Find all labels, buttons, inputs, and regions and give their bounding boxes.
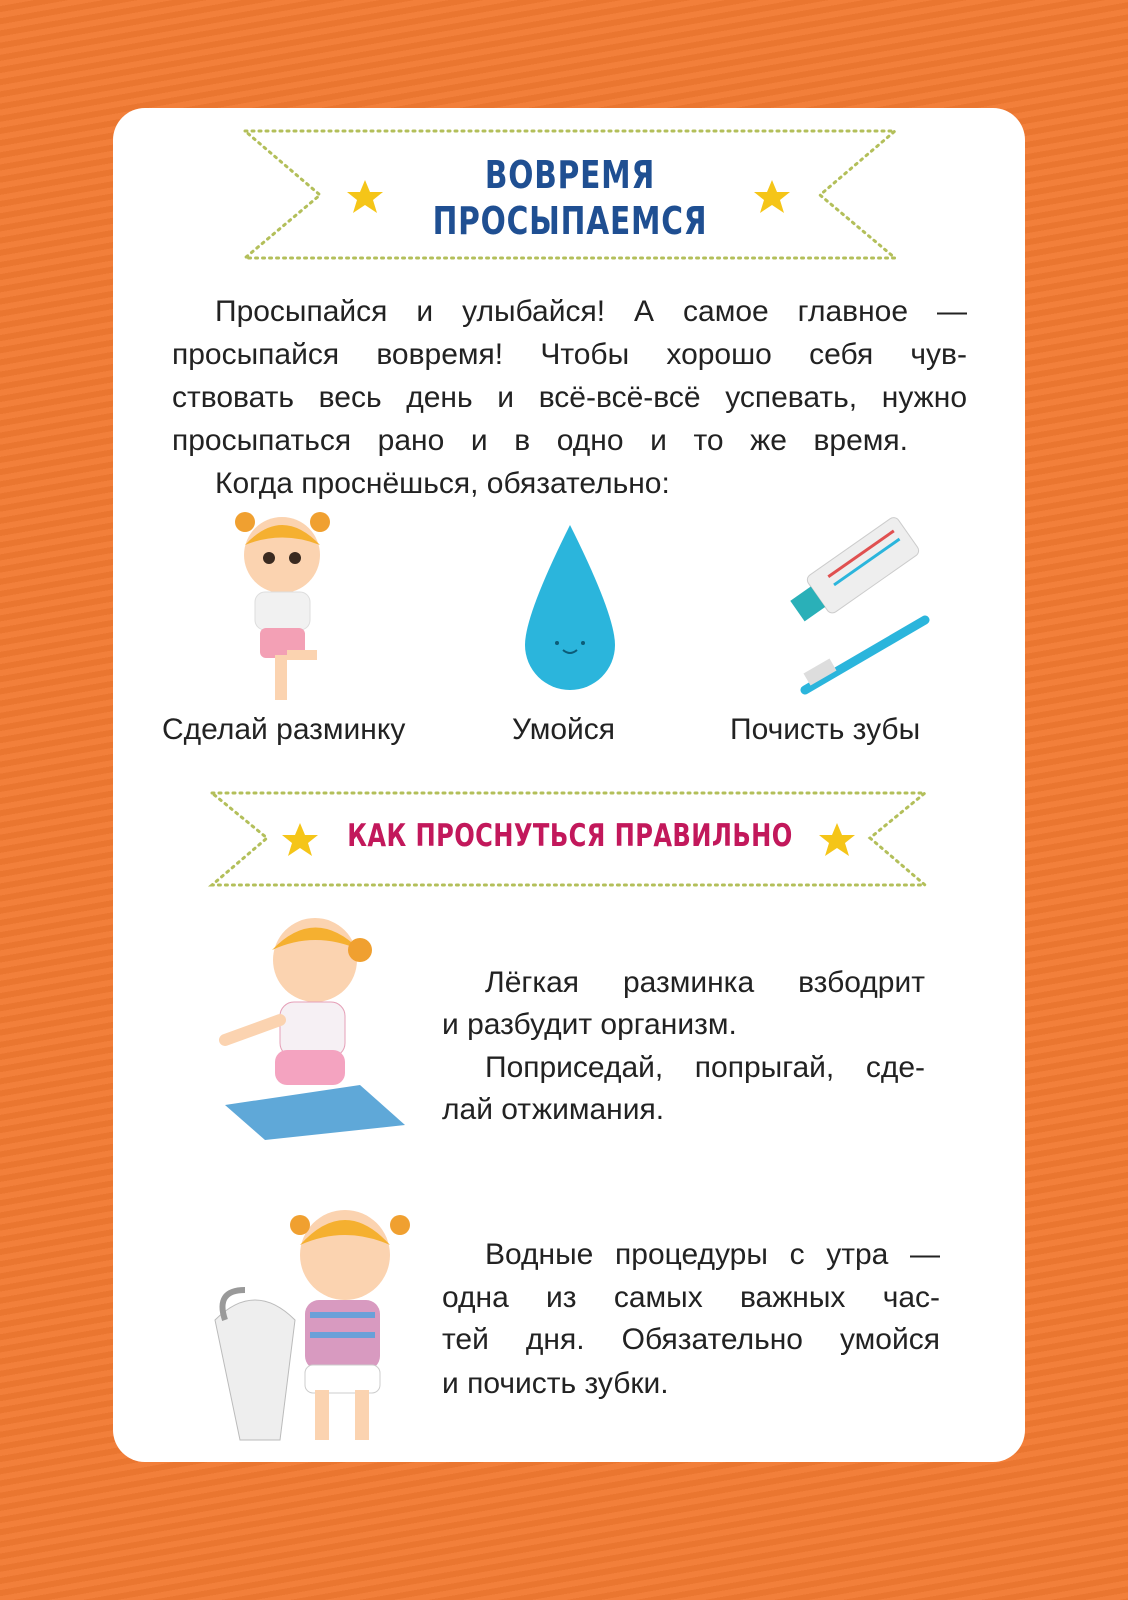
block-line: и разбудит организм. <box>442 1008 737 1041</box>
intro-line: Просыпайся и улыбайся! А самое главное — <box>215 295 967 328</box>
block-line: лай отжимания. <box>442 1093 665 1126</box>
block-line: Поприседай, попрыгай, сде- <box>485 1051 925 1084</box>
girl-squat-icon <box>210 910 410 1140</box>
action-label: Почисть зубы <box>730 713 921 746</box>
block-line: одна из самых важных час- <box>442 1281 940 1314</box>
intro-line: просыпаться рано и в одно и то же время. <box>172 424 908 457</box>
action-label: Сделай разминку <box>162 713 406 746</box>
girl-brushing-teeth-icon <box>205 1200 425 1450</box>
water-drop-icon <box>515 525 625 705</box>
title-line-2: ПРОСЫПАЕМСЯ <box>432 199 708 243</box>
block-line: тей дня. Обязательно умойся <box>442 1323 940 1356</box>
intro-line: Когда проснёшься, обязательно: <box>215 467 670 500</box>
toothpaste-brush-icon <box>775 520 935 700</box>
star-icon <box>347 180 383 213</box>
title-ribbon <box>0 0 1128 300</box>
girl-exercise-icon <box>225 510 345 710</box>
section-title: КАК ПРОСНУТЬСЯ ПРАВИЛЬНО <box>347 818 793 854</box>
star-icon <box>282 823 318 856</box>
block-line: Водные процедуры с утра — <box>485 1238 940 1271</box>
page-title <box>414 152 726 244</box>
star-icon <box>819 823 855 856</box>
intro-line: ствовать весь день и всё-всё-всё успевать, нужно <box>172 381 967 414</box>
block-line: Лёгкая разминка взбодрит <box>485 966 925 999</box>
title-line-1: ВОВРЕМЯ <box>484 153 656 197</box>
star-icon <box>754 180 790 213</box>
block-line: и почисть зубки. <box>442 1367 669 1400</box>
intro-line: просыпайся вовремя! Чтобы хорошо себя чув- <box>172 338 967 371</box>
action-label: Умойся <box>512 713 616 746</box>
